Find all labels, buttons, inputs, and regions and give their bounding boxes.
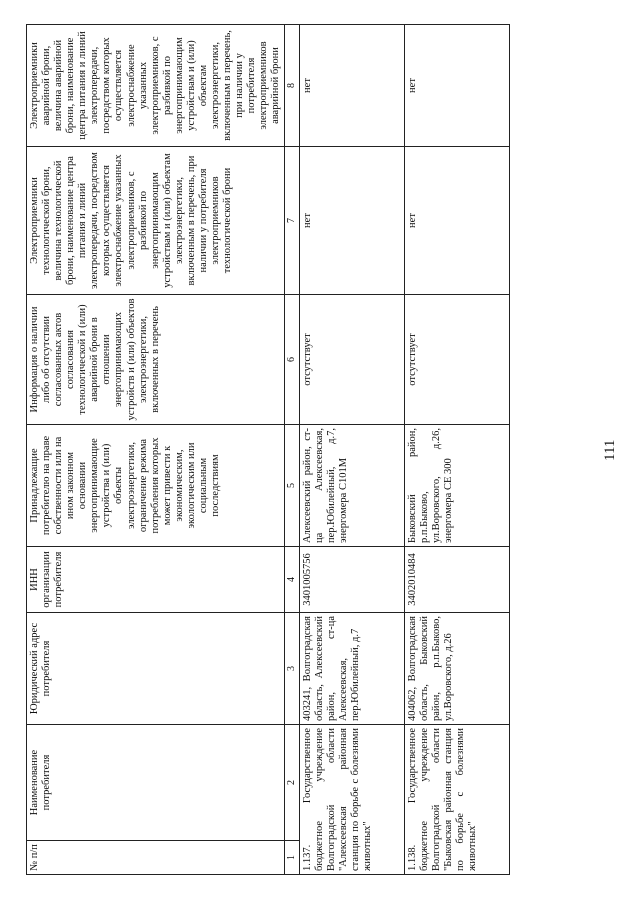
column-number: 2 [285,725,300,841]
column-number-row [285,25,300,875]
column-number: 6 [285,295,300,425]
consumers-table [26,24,510,875]
header-technological-reserve: Электроприемники технологической брони, величина технологической брони, наименование центра питания и линий электропередачи, посредством которых осуществляется электроснабжение указанных электроприемников, с разбивкой по энергопринимающим устройствам и (или) объектам электроэнергетики, включенным в перечень, при наличии у потребителя электроприемников технологической брони [27,147,285,295]
header-devices: Принадлежащие потребителю на праве собственности или на ином законном основании энергопринимающие устройства и (или) объекты электроэнергетики, ограничение режима потребления которых может привести к экономическим, экологическим или социальным последствиям [27,425,285,547]
acts-info: отсутствует [299,295,404,425]
header-row [27,25,285,875]
column-number: 7 [285,147,300,295]
legal-address: 404062, Волгоградская область, Быковский район, р.п.Быково, ул.Воровского, д.26 [404,613,509,725]
header-inn: ИНН организации потребителя [27,547,285,613]
legal-address: 403241, Волгоградская область, Алексеевский район, ст-ца Алексеевская, пер.Юбилейный, д.7 [299,613,404,725]
header-emergency-reserve: Электроприемники аварийной брони, величина аварийной брони, наименование центра питания и линий электропередачи, посредством которых осуществляется электроснабжение указанных электроприемников, с разбивкой по энергопринимающим устройствам и (или) объектам электроэнергетики, включенным в перечень, при наличии у потребителя электроприемников аварийной брони [27,25,285,147]
devices: Алексеевский район, ст-ца Алексеевская, пер.Юбилейный, д.7, энергомера С101М [299,425,404,547]
header-number: № п/п [27,841,285,875]
page-number: 111 [602,439,618,461]
technological-reserve: нет [299,147,404,295]
header-acts-info: Информация о наличии либо об отсутствии согласованных актов согласования технологической и (или) аварийной брони в отношении энергопринимающих устройств и (или) объектов электроэнергетики, включенных в перечень [27,295,285,425]
technological-reserve: нет [404,147,509,295]
inn: 3401005756 [299,547,404,613]
column-number: 1 [285,841,300,875]
emergency-reserve: нет [404,25,509,147]
table-row [299,25,404,875]
emergency-reserve: нет [299,25,404,147]
consumer-name: 1.137. Государственное бюджетное учреждение Волгоградской области "Алексеевская районная станция по борьбе с болезнями животных" [299,725,404,875]
inn: 3402010484 [404,547,509,613]
column-number: 4 [285,547,300,613]
header-consumer-name: Наименование потребителя [27,725,285,841]
consumer-name: 1.138. Государственное бюджетное учреждение Волгоградской области "Быковская районная станция по борьбе с болезнями животных" [404,725,509,875]
column-number: 8 [285,25,300,147]
header-legal-address: Юридический адрес потребителя [27,613,285,725]
devices: Быковский район, р.п.Быково, ул.Воровского, д.26, энергомера СЕ 300 [404,425,509,547]
acts-info: отсутствует [404,295,509,425]
column-number: 5 [285,425,300,547]
table-row [404,25,509,875]
column-number: 3 [285,613,300,725]
